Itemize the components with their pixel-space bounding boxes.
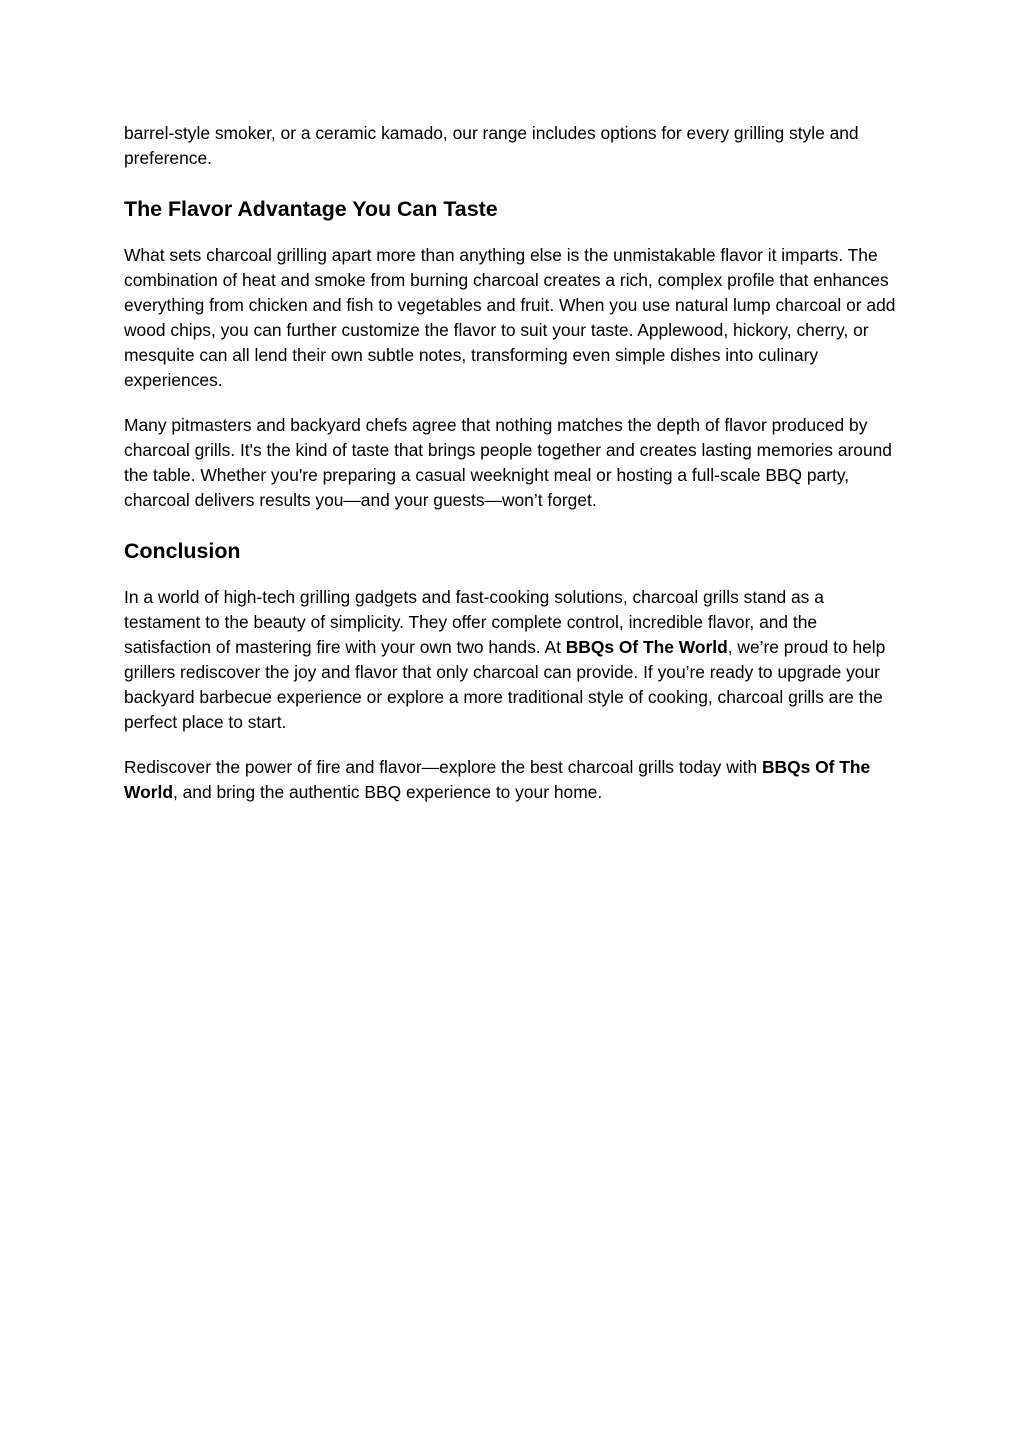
brand-name-bold: BBQs Of The World (124, 757, 871, 802)
conclusion-heading: Conclusion (124, 539, 241, 563)
conclusion-paragraph-1-text-b: , we’re proud to help grillers rediscover the joy and flavor that only charcoal can provide. If you’re ready to upgrade your backyard barbecue experience or explore a more traditional style of cooking, charcoal grills are the perfect place to start. (124, 637, 886, 732)
conclusion-paragraph-2-text-a: Rediscover the power of fire and flavor—explore the best charcoal grills today with (124, 757, 762, 777)
conclusion-paragraph-1-text-a: In a world of high-tech grilling gadgets and fast-cooking solutions, charcoal grills stand as a testament to the beauty of simplicity. They offer complete control, incredible flavor, and the satisfaction of mastering fire with your own two hands. At (124, 587, 824, 657)
conclusion-paragraph-2 (124, 755, 900, 805)
brand-name-bold: BBQs Of The World (565, 637, 728, 657)
flavor-paragraph-1: What sets charcoal grilling apart more than anything else is the unmistakable flavor it imparts. The combination of heat and smoke from burning charcoal creates a rich, complex profile that enhances everything from chicken and fish to vegetables and fruit. When you use natural lump charcoal or add wood chips, you can further customize the flavor to suit your taste. Applewood, hickory, cherry, or mesquite can all lend their own subtle notes, transforming even simple dishes into culinary experiences. (124, 245, 896, 390)
flavor-paragraph-2: Many pitmasters and backyard chefs agree that nothing matches the depth of flavor produced by charcoal grills. It's the kind of taste that brings people together and creates lasting memories around the table. Whether you're preparing a casual weeknight meal or hosting a full-scale BBQ party, charcoal delivers results you—and your guests—won’t forget. (124, 415, 892, 510)
flavor-section-heading: The Flavor Advantage You Can Taste (124, 197, 498, 221)
conclusion-paragraph-1 (124, 585, 900, 735)
document-page (124, 121, 900, 805)
conclusion-paragraph-2-text-b: , and bring the authentic BBQ experience to your home. (172, 782, 603, 802)
intro-paragraph: barrel-style smoker, or a ceramic kamado, our range includes options for every grilling style and preference. (124, 123, 859, 168)
